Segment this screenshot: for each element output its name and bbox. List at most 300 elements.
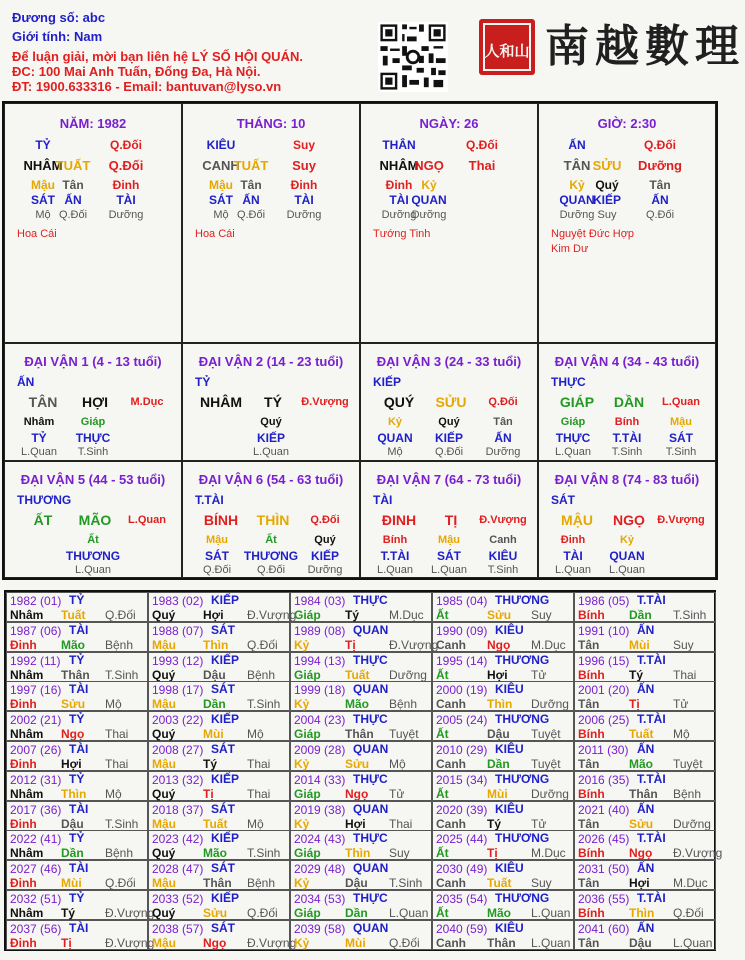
year-label: 2014 (33): [294, 772, 346, 787]
year-god: TÀI: [69, 861, 89, 876]
year-state: T.Sinh: [247, 697, 281, 712]
year-stem: Canh: [436, 697, 466, 712]
year-branch: Tuất: [629, 727, 654, 742]
year-god: TÀI: [69, 801, 89, 816]
hidden-god: SÁT: [669, 431, 693, 445]
year-branch: Tị: [203, 786, 214, 801]
year-stem: Mậu: [152, 935, 176, 950]
year-state: Tuyệt: [389, 727, 419, 742]
hidden-god: SÁT: [437, 549, 461, 563]
year-state: Dưỡng: [673, 816, 711, 831]
year-stem: Mậu: [152, 816, 176, 831]
dai-van-branch: NGỌ: [613, 512, 645, 528]
year-state: Mộ: [389, 757, 406, 771]
year-state: Bệnh: [247, 876, 276, 891]
year-god: KIẾP: [211, 831, 240, 846]
year-label: 1989 (08): [294, 623, 346, 638]
year-cell: [574, 801, 716, 831]
pillar-value: Mậu: [31, 178, 55, 192]
year-state: Đ.Vượng: [247, 608, 297, 622]
year-stem: Quý: [152, 906, 176, 920]
year-label: 2039 (58): [294, 921, 346, 936]
hidden-state: L.Quan: [554, 446, 592, 458]
year-label: 2005 (24): [436, 713, 488, 728]
year-state: Tuyệt: [673, 757, 703, 771]
pillar-note: Hoa Cái: [195, 228, 235, 240]
year-state: Mộ: [105, 697, 122, 712]
year-state: T.Sinh: [105, 667, 139, 682]
year-branch: Sửu: [487, 608, 512, 622]
year-stem: Giáp: [294, 727, 321, 742]
hidden-god: KIẾP: [310, 549, 340, 563]
hidden-state: Q.Đối: [434, 446, 464, 458]
year-stem: Nhâm: [10, 727, 44, 742]
year-cell: [574, 741, 716, 771]
year-label: 2002 (21): [10, 713, 62, 728]
pillar-value: Q.Đối: [110, 138, 142, 152]
annual-luck-grid: [4, 590, 723, 951]
hidden-stem: Bính: [614, 416, 640, 428]
year-label: 2025 (44): [436, 832, 488, 847]
year-branch: Dậu: [203, 667, 226, 682]
dai-van-god: THỰC: [551, 375, 586, 389]
year-branch: Tý: [203, 757, 218, 771]
dai-van-state: Q.Đối: [488, 396, 518, 408]
year-stem: Đinh: [10, 697, 37, 712]
year-branch: Mùi: [487, 786, 508, 801]
hidden-state: L.Quan: [20, 446, 58, 458]
year-label: 2008 (27): [152, 743, 204, 757]
pillar-value: Dưỡng: [286, 209, 322, 221]
hidden-god: THỰC: [555, 431, 591, 445]
year-label: 1988 (07): [152, 623, 204, 638]
pillar-value: KIÊU: [206, 138, 236, 152]
year-state: Q.Đối: [247, 637, 278, 652]
year-god: THƯƠNG: [495, 771, 550, 786]
hidden-god: ẤN: [494, 431, 512, 445]
year-branch: Thìn: [629, 906, 655, 920]
year-branch: Hợi: [487, 667, 508, 682]
dai-van-god: ẤN: [17, 375, 35, 389]
year-stem: Nhâm: [10, 786, 44, 801]
dai-van-cell: [360, 461, 538, 578]
year-label: 2001 (20): [578, 683, 630, 698]
year-state: Đ.Vượng: [673, 846, 723, 861]
year-state: Q.Đối: [105, 876, 136, 891]
year-god: SÁT: [211, 861, 235, 876]
year-state: T.Sinh: [105, 816, 139, 831]
year-stem: Bính: [578, 667, 605, 682]
year-branch: Tị: [629, 697, 640, 712]
year-cell: [6, 801, 148, 831]
year-cell: [148, 741, 290, 771]
year-state: Q.Đối: [247, 906, 278, 920]
hidden-stem: Tân: [493, 416, 513, 428]
year-label: 2015 (34): [436, 772, 488, 787]
dai-van-branch: SỬU: [435, 394, 467, 410]
hidden-stem: Giáp: [80, 416, 106, 428]
year-god: TỶ: [69, 831, 85, 846]
hidden-stem: Bính: [382, 534, 408, 546]
year-state: Q.Đối: [105, 608, 136, 622]
year-god: T.TÀI: [637, 891, 666, 905]
year-branch: Tý: [61, 906, 76, 920]
pillar-value: Q.Đối: [108, 158, 144, 173]
hidden-stem: Đinh: [560, 534, 586, 546]
year-stem: Quý: [152, 667, 176, 682]
dai-van-branch: DẦN: [613, 394, 645, 410]
year-branch: Ngọ: [629, 846, 653, 861]
pillar-cell: [4, 103, 182, 343]
qr-code-icon[interactable]: [378, 22, 448, 92]
year-label: 2010 (29): [436, 743, 488, 757]
hidden-state: Mộ: [387, 446, 403, 458]
pillar-value: Suy: [292, 138, 316, 152]
pillar-value: ẤN: [568, 138, 586, 152]
year-state: Đ.Vượng: [247, 935, 297, 950]
chart-grid: [2, 101, 718, 580]
hidden-god: THƯƠNG: [65, 549, 121, 563]
year-branch: Mão: [487, 906, 511, 920]
year-cell: [148, 592, 297, 622]
pillar-value: Kỷ: [569, 178, 585, 192]
year-branch: Dậu: [487, 727, 510, 742]
year-stem: Nhâm: [10, 608, 44, 622]
year-state: Tuyệt: [531, 727, 561, 742]
hidden-state: L.Quan: [554, 564, 592, 576]
year-label: 1983 (02): [152, 594, 204, 608]
pillar-value: Q.Đối: [644, 138, 676, 152]
dai-van-title: ĐẠI VẬN 1 (4 - 13 tuổi): [24, 354, 162, 369]
year-stem: Canh: [436, 935, 466, 950]
year-label: 1990 (09): [436, 623, 488, 638]
year-label: 2040 (59): [436, 921, 488, 936]
year-cell: [290, 890, 432, 920]
hidden-god: KIÊU: [488, 549, 518, 563]
year-state: Suy: [673, 637, 694, 652]
year-god: ẤN: [637, 801, 655, 816]
year-label: 2030 (49): [436, 862, 488, 877]
year-cell: [290, 771, 432, 801]
year-stem: Quý: [152, 727, 176, 742]
year-state: Q.Đối: [389, 935, 420, 950]
year-state: Tử: [673, 697, 689, 712]
hidden-stem: Quý: [438, 416, 460, 428]
year-cell: [290, 860, 432, 890]
pillar-value: SÁT: [209, 193, 233, 207]
year-branch: Dần: [345, 906, 368, 920]
pillar-value: Tân: [62, 178, 84, 192]
year-god: KIÊU: [495, 742, 524, 756]
year-state: Mộ: [247, 727, 264, 742]
year-state: Mộ: [105, 786, 122, 801]
hidden-state: T.Sinh: [665, 446, 697, 458]
year-cell: [432, 592, 574, 622]
year-stem: Canh: [436, 637, 466, 652]
year-cell: [148, 771, 290, 801]
year-cell: [6, 711, 148, 741]
year-label: 2023 (42): [152, 832, 204, 847]
year-god: KIÊU: [495, 622, 524, 637]
pillar-value: KIẾP: [592, 193, 622, 207]
year-label: 2036 (55): [578, 892, 630, 906]
year-god: THỰC: [353, 831, 388, 846]
dai-van-stem: BÍNH: [203, 512, 239, 528]
pillar-note: Nguyệt Đức Hợp: [551, 228, 635, 240]
year-branch: Tị: [345, 637, 356, 652]
pillar-value: Q.Đối: [466, 138, 498, 152]
hidden-state: T.Sinh: [611, 446, 643, 458]
pillar-value: ẤN: [64, 193, 82, 207]
year-god: QUAN: [353, 682, 389, 697]
dai-van-state: Đ.Vượng: [657, 514, 705, 526]
year-label: 2022 (41): [10, 832, 62, 847]
year-branch: Sửu: [629, 816, 654, 831]
year-branch: Thìn: [345, 846, 371, 861]
pillar-value: Dưỡng: [411, 209, 447, 221]
year-label: 2006 (25): [578, 713, 630, 728]
dai-van-god: KIẾP: [373, 375, 402, 389]
year-cell: [148, 711, 290, 741]
year-branch: Tuất: [487, 876, 512, 891]
dai-van-cell: [538, 461, 716, 578]
year-cell: [574, 711, 716, 741]
year-branch: Sửu: [61, 697, 86, 712]
year-stem: Ất: [436, 846, 449, 861]
pillar-title: THÁNG: 10: [236, 116, 306, 131]
pillar-title: NĂM: 1982: [59, 116, 127, 131]
year-state: Tử: [389, 786, 405, 801]
year-branch: Tuất: [61, 608, 86, 622]
dai-van-state: L.Quan: [128, 514, 166, 526]
year-stem: Đinh: [10, 816, 37, 831]
year-label: 1982 (01): [10, 594, 62, 608]
hidden-state: L.Quan: [252, 446, 290, 458]
dai-van-god: THƯƠNG: [17, 493, 72, 507]
year-god: SÁT: [211, 801, 235, 816]
year-god: KIÊU: [495, 920, 524, 935]
year-label: 1996 (15): [578, 653, 630, 668]
year-god: SÁT: [211, 682, 235, 697]
dai-van-cell: [182, 343, 360, 461]
pillar-value: Mậu: [209, 178, 233, 192]
year-stem: Mậu: [152, 697, 176, 712]
year-cell: [290, 622, 439, 652]
year-cell: [290, 920, 432, 950]
year-god: SÁT: [211, 920, 235, 935]
year-god: TÀI: [69, 920, 89, 935]
year-branch: Dần: [487, 757, 510, 771]
hidden-state: L.Quan: [74, 564, 112, 576]
year-label: 2035 (54): [436, 892, 488, 906]
dai-van-cell: [182, 461, 360, 578]
year-cell: [432, 771, 574, 801]
year-state: L.Quan: [531, 906, 571, 920]
year-stem: Kỷ: [294, 637, 310, 652]
year-god: T.TÀI: [637, 652, 666, 667]
year-branch: Dần: [629, 608, 652, 622]
dai-van-stem: ẤT: [33, 512, 53, 528]
year-god: TỶ: [69, 771, 85, 786]
year-label: 1985 (04): [436, 594, 488, 608]
year-god: THỰC: [353, 593, 388, 607]
pillar-note: Tướng Tinh: [373, 228, 431, 240]
pillar-value: Thai: [468, 158, 496, 173]
year-god: THỰC: [353, 891, 388, 905]
owner-name: Đương số: abc: [12, 10, 106, 25]
year-god: QUAN: [353, 622, 389, 637]
dai-van-state: M.Dục: [130, 396, 164, 408]
year-state: Bệnh: [673, 786, 702, 801]
year-branch: Tý: [345, 608, 360, 622]
year-god: TỶ: [69, 593, 85, 607]
year-branch: Hợi: [629, 876, 650, 891]
year-god: THƯƠNG: [495, 831, 550, 846]
year-stem: Mậu: [152, 637, 176, 652]
hidden-god: T.TÀI: [612, 431, 642, 445]
pillar-value: Tân: [649, 178, 671, 192]
dai-van-cell: [4, 461, 182, 578]
year-stem: Ất: [436, 667, 449, 682]
hidden-stem: Ất: [265, 534, 277, 546]
year-state: L.Quan: [673, 935, 713, 950]
dai-van-state: L.Quan: [662, 396, 700, 408]
year-stem: Tân: [578, 697, 600, 712]
year-label: 2024 (43): [294, 832, 346, 847]
year-god: KIẾP: [211, 771, 240, 786]
pillar-cell: [538, 103, 716, 343]
pillar-value: Đinh: [290, 178, 318, 192]
year-stem: Mậu: [152, 876, 176, 891]
year-god: T.TÀI: [637, 593, 666, 607]
pillar-value: THÂN: [382, 138, 416, 152]
hidden-stem: Ất: [87, 534, 99, 546]
year-stem: Canh: [436, 816, 466, 831]
year-stem: Quý: [152, 608, 176, 622]
year-cell: [574, 652, 716, 682]
year-label: 2019 (38): [294, 802, 346, 817]
dai-van-branch: HỢI: [82, 394, 108, 410]
year-branch: Thìn: [203, 637, 229, 652]
year-label: 2003 (22): [152, 713, 204, 728]
year-cell: [574, 920, 716, 950]
year-label: 2037 (56): [10, 921, 62, 936]
pillar-value: Quý: [595, 178, 619, 192]
year-state: Suy: [389, 846, 410, 861]
pillar-value: QUAN: [559, 193, 595, 207]
pillar-value: Đinh: [385, 178, 413, 192]
pillar-value: NHÂM: [379, 158, 419, 173]
year-cell: [432, 830, 574, 860]
year-branch: Dậu: [61, 816, 84, 831]
year-god: TỶ: [69, 652, 85, 667]
year-state: Đ.Vượng: [389, 637, 439, 652]
year-label: 2034 (53): [294, 892, 346, 906]
year-label: 1984 (03): [294, 594, 346, 608]
year-cell: [432, 860, 574, 890]
year-cell: [432, 711, 574, 741]
year-god: THƯƠNG: [495, 712, 550, 727]
hidden-god: KIẾP: [256, 431, 286, 445]
year-branch: Hợi: [61, 757, 82, 771]
pillar-title: NGÀY: 26: [419, 116, 479, 131]
year-branch: Mùi: [629, 637, 650, 652]
dai-van-branch: THÌN: [256, 512, 290, 528]
header: [0, 0, 745, 100]
year-cell: [432, 890, 574, 920]
dai-van-branch: TỊ: [444, 512, 458, 528]
pillar-value: Suy: [292, 158, 316, 173]
hidden-stem: Mậu: [206, 534, 228, 546]
year-branch: Dần: [61, 846, 84, 861]
year-branch: Thìn: [61, 786, 87, 801]
year-label: 2011 (30): [578, 743, 629, 757]
year-label: 1995 (14): [436, 653, 488, 668]
hidden-god: TÀI: [563, 549, 583, 563]
year-state: L.Quan: [531, 935, 571, 950]
year-stem: Quý: [152, 786, 176, 801]
year-label: 1993 (12): [152, 653, 204, 668]
year-branch: Ngọ: [61, 727, 85, 742]
year-branch: Thân: [61, 667, 90, 682]
gender: Giới tính: Nam: [12, 29, 103, 44]
year-label: 2032 (51): [10, 892, 62, 906]
hidden-god: T.TÀI: [380, 549, 410, 563]
dai-van-god: SÁT: [551, 493, 575, 507]
dai-van-cell: [360, 343, 538, 461]
year-cell: [432, 622, 574, 652]
dai-van-god: T.TÀI: [195, 493, 224, 507]
year-label: 1991 (10): [578, 623, 630, 638]
dai-van-god: TỶ: [195, 375, 211, 389]
pillar-value: QUAN: [411, 193, 447, 207]
year-cell: [6, 920, 155, 950]
year-cell: [432, 652, 574, 682]
year-god: THƯƠNG: [495, 891, 550, 905]
year-cell: [6, 890, 155, 920]
year-god: QUAN: [353, 742, 389, 756]
dai-van-stem: QUÝ: [383, 394, 415, 410]
year-branch: Mùi: [203, 727, 224, 742]
year-label: 2028 (47): [152, 862, 204, 877]
dai-van-state: Q.Đối: [310, 514, 340, 526]
dai-van-title: ĐẠI VẬN 8 (74 - 83 tuổi): [554, 472, 700, 487]
pillar-value: Suy: [597, 209, 617, 221]
year-cell: [290, 830, 432, 860]
year-cell: [574, 681, 716, 711]
year-state: Đ.Vượng: [105, 906, 155, 920]
year-stem: Ất: [436, 727, 449, 742]
pillar-note: Kim Dư: [551, 243, 589, 255]
year-stem: Nhâm: [10, 906, 44, 920]
year-stem: Canh: [436, 876, 466, 891]
year-branch: Dậu: [345, 876, 368, 891]
year-cell: [290, 741, 432, 771]
year-stem: Tân: [578, 935, 600, 950]
year-cell: [148, 681, 290, 711]
year-cell: [290, 592, 432, 622]
pillar-value: NHÂM: [23, 158, 63, 173]
hidden-stem: Nhâm: [23, 416, 55, 428]
year-stem: Giáp: [294, 667, 321, 682]
pillar-value: TÀI: [389, 193, 409, 207]
year-state: Bệnh: [105, 637, 134, 652]
year-stem: Kỷ: [294, 816, 310, 831]
hidden-stem: Mậu: [670, 416, 692, 428]
year-stem: Bính: [578, 906, 605, 920]
dai-van-cell: [4, 343, 182, 461]
year-branch: Mão: [345, 697, 369, 712]
